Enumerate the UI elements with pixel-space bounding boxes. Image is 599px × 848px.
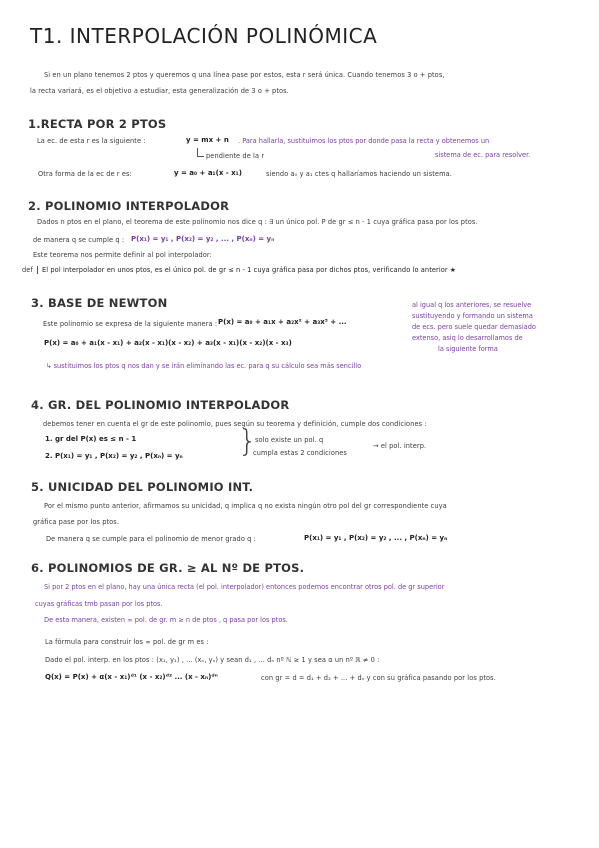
section-6-heading: 6. POLINOMIOS DE GR. ≥ AL Nº DE PTOS. — [31, 561, 305, 575]
s5-text-b: gráfica pase por los ptos. — [33, 518, 120, 526]
s4-result-1: solo existe un pol. q — [255, 436, 324, 444]
s6-text-f: con gr = d = d₁ + d₂ + ... + dₙ y con su gráfica pasando por los ptos. — [261, 674, 496, 682]
s5-formula: P(x₁) = y₁ , P(x₂) = y₂ , ... , P(xₙ) = yₙ — [304, 534, 448, 542]
page-title: T1. INTERPOLACIÓN POLINÓMICA — [30, 24, 378, 48]
s3-note-1: al igual q los anteriores, se resuelve — [412, 301, 532, 309]
s3-note-5: la siguiente forma — [438, 345, 498, 353]
s1-formula-2: y = a₀ + a₁(x - x₁) — [174, 169, 242, 177]
s6-text-b: cuyas gráficas tmb pasan por los ptos. — [35, 600, 163, 608]
s2-definition: El pol interpolador en unos ptos, es el único pol. de gr ≤ n - 1 cuya gráfica pasa por dichos ptos, verificando lo anterior ★ — [42, 266, 456, 274]
s3-note-2: sustituyendo y formando un sistema — [412, 312, 533, 320]
s1-text-e: siendo a₀ y a₁ ctes q hallaríamos haciendo un sistema. — [266, 170, 452, 178]
s3-note-4: extenso, asiq lo desarrollamos de — [412, 334, 523, 342]
s4-result-2: cumpla estas 2 condiciones — [253, 449, 347, 457]
s6-text-a: Si por 2 ptos en el plano, hay una única recta (el pol. interpolador) entonces podemos encontrar otros pol. de gr superior — [44, 583, 445, 591]
section-2-heading: 2. POLINOMIO INTERPOLADOR — [28, 199, 230, 213]
s4-condition-1: 1. gr del P(x) es ≤ n - 1 — [45, 435, 137, 443]
s4-text-a: debemos tener en cuenta el gr de este polinomio, pues según su teorema y definición, cumple dos condiciones : — [43, 420, 427, 428]
s2-text-a: Dados n ptos en el plano, el teorema de este polinomio nos dice q : ∃ un único pol. P de gr ≤ n - 1 cuya gráfica pasa por los ptos. — [37, 218, 478, 226]
s5-text-c: De manera q se cumple para el polinomio de menor grado q : — [46, 535, 256, 543]
s1-text-c: sistema de ec. para resolver. — [435, 151, 531, 159]
s1-formula: y = mx + n — [186, 136, 229, 144]
s4-condition-2: 2. P(x₁) = y₁ , P(x₂) = y₂ , P(xₙ) = yₙ — [45, 452, 183, 460]
s5-text-a: Por el mismo punto anterior, afirmamos su unicidad, q implica q no exista ningún otro pol del gr correspondiente cuya — [44, 502, 447, 510]
s3-formula: P(x) = a₀ + a₁x + a₂x² + a₃x³ + ... — [218, 318, 347, 326]
s4-brace: } — [238, 424, 258, 459]
s3-formula-2: P(x) = a₀ + a₁(x - x₁) + a₂(x - x₁)(x - x₂) + a₃(x - x₁)(x - x₂)(x - x₃) — [44, 339, 292, 347]
s6-text-d: La fórmula para construir los ∞ pol. de gr m es : — [45, 638, 209, 646]
section-1-heading: 1.RECTA POR 2 PTOS — [28, 117, 167, 131]
slope-arrow — [197, 148, 204, 157]
section-3-heading: 3. BASE DE NEWTON — [31, 296, 168, 310]
s6-text-e: Dado el pol. interp. en los ptos : (x₁, y₁) , ... (xₙ, yₙ) y sean d₁ , ... dₙ nº ℕ ≥ 1 y sea α un nº ℝ ≠ 0 : — [45, 656, 380, 664]
s2-text-b: de manera q se cumple q : — [33, 236, 125, 244]
s1-text-b: . Para hallarla, sustituimos los ptos por donde pasa la recta y obtenemos un — [238, 137, 490, 145]
s3-text-b: ↳ sustituimos los ptos q nos dan y se irán eliminando las ec. para q su cálculo sea más sencillo — [46, 362, 362, 370]
s1-text-d: Otra forma de la ec de r es: — [38, 170, 132, 178]
s6-text-c: De esta manera, existen ∞ pol. de gr. m ≥ n de ptos , q pasa por los ptos. — [44, 616, 288, 624]
s3-text-a: Este polinomio se expresa de la siguiente manera : — [43, 320, 218, 328]
s2-text-c: Este teorema nos permite definir al pol interpolador: — [33, 251, 212, 259]
section-5-heading: 5. UNICIDAD DEL POLINOMIO INT. — [31, 480, 254, 494]
def-label: def — [22, 266, 38, 274]
intro-line-1: Si en un plano tenemos 2 ptos y queremos q una línea pase por estos, esta r será única. Cuando tenemos 3 o + ptos, — [44, 71, 445, 79]
s1-slope-note: pendiente de la r — [206, 152, 265, 160]
section-4-heading: 4. GR. DEL POLINOMIO INTERPOLADOR — [31, 398, 290, 412]
s3-note-3: de ecs. pero suele quedar demasiado — [412, 323, 536, 331]
s1-text-a: La ec. de esta r es la siguiente : — [37, 137, 146, 145]
s6-formula: Q(x) = P(x) + α(x - x₁)ᵈ¹ (x - x₂)ᵈ² ... (x - xₙ)ᵈⁿ — [45, 673, 218, 681]
intro-line-2: la recta variará, es el objetivo a estudiar, esta generalización de 3 o + ptos. — [30, 87, 289, 95]
s4-result-3: → el pol. interp. — [373, 442, 427, 450]
s2-formula: P(x₁) = y₁ , P(x₂) = y₂ , ... , P(xₙ) = yₙ — [131, 235, 275, 243]
